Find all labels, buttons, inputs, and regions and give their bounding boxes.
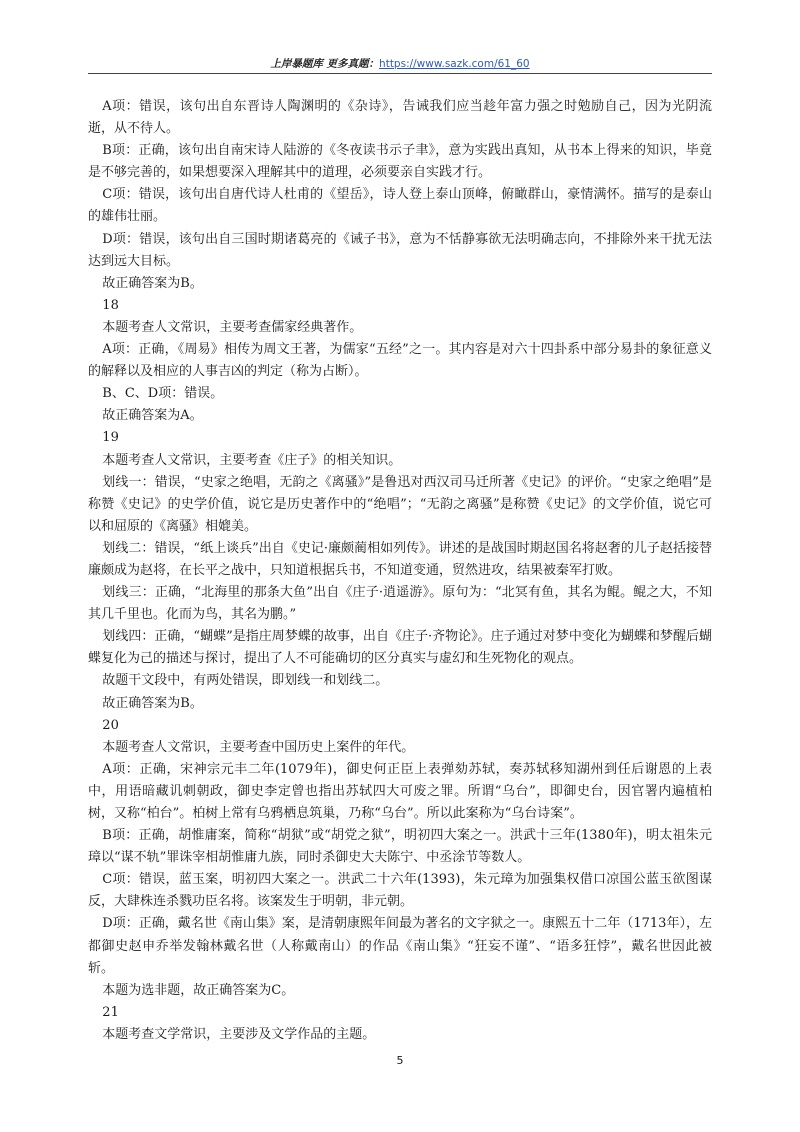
paragraph: 本题为选非题，故正确答案为C。 <box>102 982 295 998</box>
paragraph: D项：正确，戴名世《南山集》案，是清朝康熙年间最为著名的文字狱之一。康熙五十二年（1713年），左都御史赵申乔举发翰林戴名世（人称戴南山）的作品《南山集》“狂妄不谨”、“语多狂悖”，戴名世因此被斩。 <box>88 916 712 976</box>
header-text <box>88 56 712 71</box>
page-number: 5 <box>396 1054 404 1067</box>
paragraph: 划线二：错误，“纸上谈兵”出自《史记·廉颇蔺相如列传》。讲述的是战国时期赵国名将赵奢的儿子赵括接替廉颇成为赵将，在长平之战中，只知道根据兵书，不知道变通，贸然进攻，结果被秦军打败。 <box>88 540 712 578</box>
paragraph: B、C、D项：错误。 <box>102 386 224 402</box>
paragraph: B项：正确，胡惟庸案，简称“胡狱”或“胡党之狱”，明初四大案之一。洪武十三年(1380年)，明太祖朱元璋以“谋不轨”罪诛宰相胡惟庸九族，同时杀御史大夫陈宁、中丞涂节等数人。 <box>88 828 712 866</box>
page-header <box>88 56 712 76</box>
paragraph: 故正确答案为B。 <box>102 695 203 711</box>
paragraph: 18 <box>102 297 119 313</box>
paragraph: 划线一：错误，“史家之绝唱，无韵之《离骚》”是鲁迅对西汉司马迁所著《史记》的评价。“史家之绝唱”是称赞《史记》的史学价值，说它是历史著作中的“绝唱”；“无韵之离骚”是称赞《史记》的文学价值，说它可以和屈原的《离骚》相媲美。 <box>88 474 712 534</box>
paragraph: C项：错误，该句出自唐代诗人杜甫的《望岳》，诗人登上泰山顶峰，俯瞰群山，豪情满怀。描写的是泰山的雄伟壮丽。 <box>88 187 712 225</box>
document-body <box>88 96 712 1046</box>
paragraph: 划线三：正确，“北海里的那条大鱼”出自《庄子·逍遥游》。原句为：“北冥有鱼，其名为鲲。鲲之大，不知其几千里也。化而为鸟，其名为鹏。” <box>88 585 712 623</box>
paragraph: B项：正确，该句出自南宋诗人陆游的《冬夜读书示子聿》，意为实践出真知，从书本上得来的知识，毕竟是不够完善的，如果想要深入理解其中的道理，必须要亲自实践才行。 <box>88 143 712 181</box>
header-url-link[interactable]: https://www.sazk.com/61_60 <box>379 58 530 70</box>
paragraph: 故正确答案为B。 <box>102 275 203 291</box>
paragraph: 本题考查人文常识，主要考查《庄子》的相关知识。 <box>102 452 402 468</box>
paragraph: C项：错误，蓝玉案，明初四大案之一。洪武二十六年(1393)，朱元璋为加强集权借口凉国公蓝玉欲图谋反，大肆株连杀戮功臣名将。该案发生于明朝，非元朝。 <box>88 872 712 910</box>
paragraph: 19 <box>102 430 119 446</box>
paragraph: 故正确答案为A。 <box>102 408 203 424</box>
paragraph: 本题考查文学常识，主要涉及文学作品的主题。 <box>102 1026 376 1042</box>
paragraph: 本题考查人文常识，主要考查中国历史上案件的年代。 <box>102 739 415 755</box>
header-label: 上岸暴题库 更多真题： <box>270 58 380 70</box>
paragraph: 20 <box>102 717 119 733</box>
paragraph: A项：正确，《周易》相传为周文王著，为儒家“五经”之一。其内容是对六十四卦系中部分易卦的象征意义的解释以及相应的人事吉凶的判定（称为占断）。 <box>88 342 712 380</box>
paragraph: 故题干文段中，有两处错误，即划线一和划线二。 <box>102 673 389 689</box>
paragraph: A项：错误，该句出自东晋诗人陶渊明的《杂诗》，告诫我们应当趁年富力强之时勉励自己，因为光阴流逝，从不待人。 <box>88 99 712 137</box>
paragraph: A项：正确，宋神宗元丰二年(1079年)，御史何正臣上表弹劾苏轼，奏苏轼移知湖州到任后谢恩的上表中，用语暗藏讥刺朝政，御史李定曾也指出苏轼四大可废之罪。所谓“乌台”，即御史台，因官署内遍植柏树，又称“柏台”。柏树上常有乌鸦栖息筑巢，乃称“乌台”。所以此案称为“乌台诗案”。 <box>88 761 712 821</box>
paragraph: 本题考查人文常识，主要考查儒家经典著作。 <box>102 319 363 335</box>
header-divider <box>88 73 712 74</box>
paragraph: D项：错误，该句出自三国时期诸葛亮的《诫子书》，意为不恬静寡欲无法明确志向，不排除外来干扰无法达到远大目标。 <box>88 231 712 269</box>
paragraph: 划线四：正确，“蝴蝶”是指庄周梦蝶的故事，出自《庄子·齐物论》。庄子通过对梦中变化为蝴蝶和梦醒后蝴蝶复化为己的描述与探讨，提出了人不可能确切的区分真实与虚幻和生死物化的观点。 <box>88 629 712 667</box>
paragraph: 21 <box>102 1004 119 1020</box>
